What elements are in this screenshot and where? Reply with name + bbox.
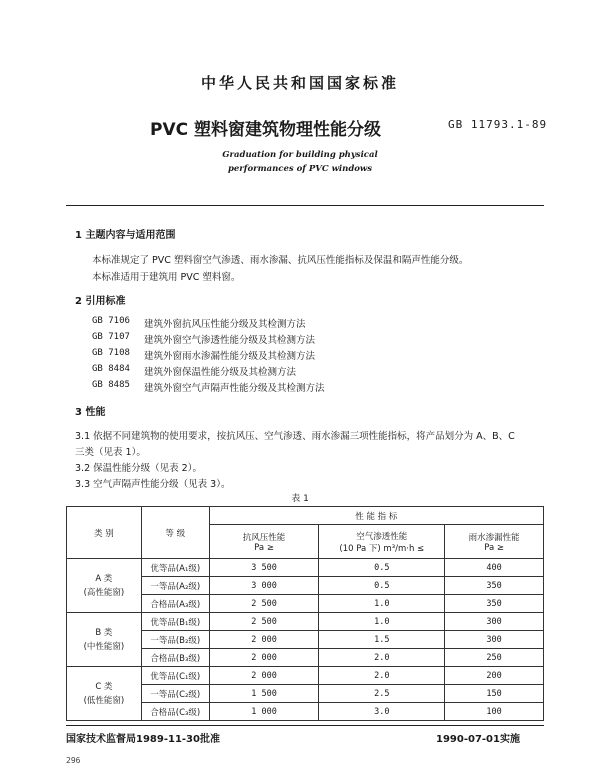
grade-cell: 一等品(B₂级)	[141, 631, 209, 649]
column-header-grade: 等 级	[141, 507, 209, 559]
rain-value: 100	[445, 703, 544, 721]
category-sublabel: (低性能窗)	[83, 695, 125, 706]
clause-3-1-line-1: 3.1 依据不同建筑物的使用要求，按抗风压、空气渗透、雨水渗漏三项性能指标，将产品划分为 A、B、C	[75, 431, 515, 442]
wind-value: 1 000	[209, 703, 319, 721]
rain-leakage-label: 雨水渗漏性能	[468, 532, 520, 543]
air-value: 2.5	[319, 685, 445, 703]
column-header-performance: 性 能 指 标	[209, 507, 543, 525]
document-title: PVC 塑料窗建筑物理性能分级	[150, 120, 382, 140]
air-value: 1.5	[319, 631, 445, 649]
column-header-category: 类 别	[67, 507, 142, 559]
wind-value: 3 500	[209, 559, 319, 577]
wind-value: 3 000	[209, 577, 319, 595]
table-1-caption: 表 1	[291, 494, 309, 504]
category-label: C 类	[95, 681, 113, 692]
column-header-air-permeability	[319, 525, 445, 559]
reference-title: 建筑外窗抗风压性能分级及其检测方法	[144, 319, 306, 330]
wind-value: 2 000	[209, 631, 319, 649]
column-header-rain-leakage	[445, 525, 544, 559]
air-value: 0.5	[319, 577, 445, 595]
air-value: 1.0	[319, 595, 445, 613]
air-value: 1.0	[319, 613, 445, 631]
section-1-paragraph-2: 本标准适用于建筑用 PVC 塑料窗。	[92, 272, 241, 283]
section-1-heading: 1 主题内容与适用范围	[75, 230, 176, 241]
category-label: B 类	[95, 627, 113, 638]
grade-cell: 优等品(A₁级)	[141, 559, 209, 577]
grade-cell: 优等品(B₁级)	[141, 613, 209, 631]
air-value: 2.0	[319, 649, 445, 667]
air-permeability-unit: (10 Pa 下) m³/m·h ≤	[339, 543, 425, 554]
wind-value: 1 500	[209, 685, 319, 703]
table-row	[67, 613, 544, 631]
section-1-paragraph-1: 本标准规定了 PVC 塑料窗空气渗透、雨水渗漏、抗风压性能指标及保温和隔声性能分级。	[92, 255, 469, 266]
grade-cell: 合格品(A₃级)	[141, 595, 209, 613]
rain-value: 350	[445, 595, 544, 613]
grade-cell: 一等品(A₂级)	[141, 577, 209, 595]
rain-value: 350	[445, 577, 544, 595]
air-value: 0.5	[319, 559, 445, 577]
reference-code: GB 7106	[92, 316, 130, 326]
air-permeability-label: 空气渗透性能	[356, 531, 408, 542]
english-title-line-1: Graduation for building physical	[222, 150, 378, 160]
section-3-heading: 3 性能	[75, 407, 106, 418]
grade-cell: 合格品(B₃级)	[141, 649, 209, 667]
rain-value: 300	[445, 631, 544, 649]
approval-date: 国家技术监督局1989-11-30批准	[66, 734, 220, 745]
category-cell	[67, 613, 142, 667]
wind-value: 2 500	[209, 613, 319, 631]
section-2-heading: 2 引用标准	[75, 296, 126, 307]
table-row	[67, 559, 544, 577]
clause-3-3: 3.3 空气声隔声性能分级（见表 3）。	[75, 479, 231, 490]
rain-value: 250	[445, 649, 544, 667]
reference-title: 建筑外窗空气声隔声性能分级及其检测方法	[144, 383, 325, 394]
reference-title: 建筑外窗空气渗透性能分级及其检测方法	[144, 335, 316, 346]
rain-value: 150	[445, 685, 544, 703]
grade-cell: 合格品(C₃级)	[141, 703, 209, 721]
reference-code: GB 7108	[92, 348, 130, 358]
clause-3-2: 3.2 保温性能分级（见表 2）。	[75, 463, 202, 474]
category-label: A 类	[95, 573, 113, 584]
standard-number: GB 11793.1-89	[448, 118, 548, 131]
header-rule	[66, 205, 544, 206]
wind-value: 2 000	[209, 667, 319, 685]
reference-title: 建筑外窗雨水渗漏性能分级及其检测方法	[144, 351, 316, 362]
reference-title: 建筑外窗保温性能分级及其检测方法	[144, 367, 297, 378]
wind-value: 2 500	[209, 595, 319, 613]
effective-date: 1990-07-01实施	[436, 734, 520, 745]
grade-cell: 优等品(C₁级)	[141, 667, 209, 685]
page-number: 296	[66, 756, 81, 765]
category-sublabel: (高性能窗)	[83, 587, 125, 598]
air-value: 2.0	[319, 667, 445, 685]
table-row	[67, 667, 544, 685]
reference-code: GB 8484	[92, 364, 130, 374]
category-sublabel: (中性能窗)	[83, 641, 125, 652]
air-value: 3.0	[319, 703, 445, 721]
column-header-wind-pressure	[209, 525, 319, 559]
standard-header-title: 中华人民共和国国家标准	[200, 74, 399, 92]
rain-value: 300	[445, 613, 544, 631]
category-cell	[67, 667, 142, 721]
footer-rule	[66, 725, 544, 726]
category-cell	[67, 559, 142, 613]
rain-value: 400	[445, 559, 544, 577]
wind-pressure-unit: Pa ≥	[254, 542, 274, 553]
wind-pressure-label: 抗风压性能	[242, 532, 286, 543]
reference-code: GB 7107	[92, 332, 130, 342]
wind-value: 2 000	[209, 649, 319, 667]
english-title-line-2: performances of PVC windows	[227, 164, 373, 174]
rain-value: 200	[445, 667, 544, 685]
clause-3-1-line-2: 三类（见表 1）。	[75, 447, 146, 458]
rain-leakage-unit: Pa ≥	[484, 542, 504, 553]
reference-code: GB 8485	[92, 380, 130, 390]
grade-cell: 一等品(C₂级)	[141, 685, 209, 703]
performance-table	[66, 506, 544, 721]
